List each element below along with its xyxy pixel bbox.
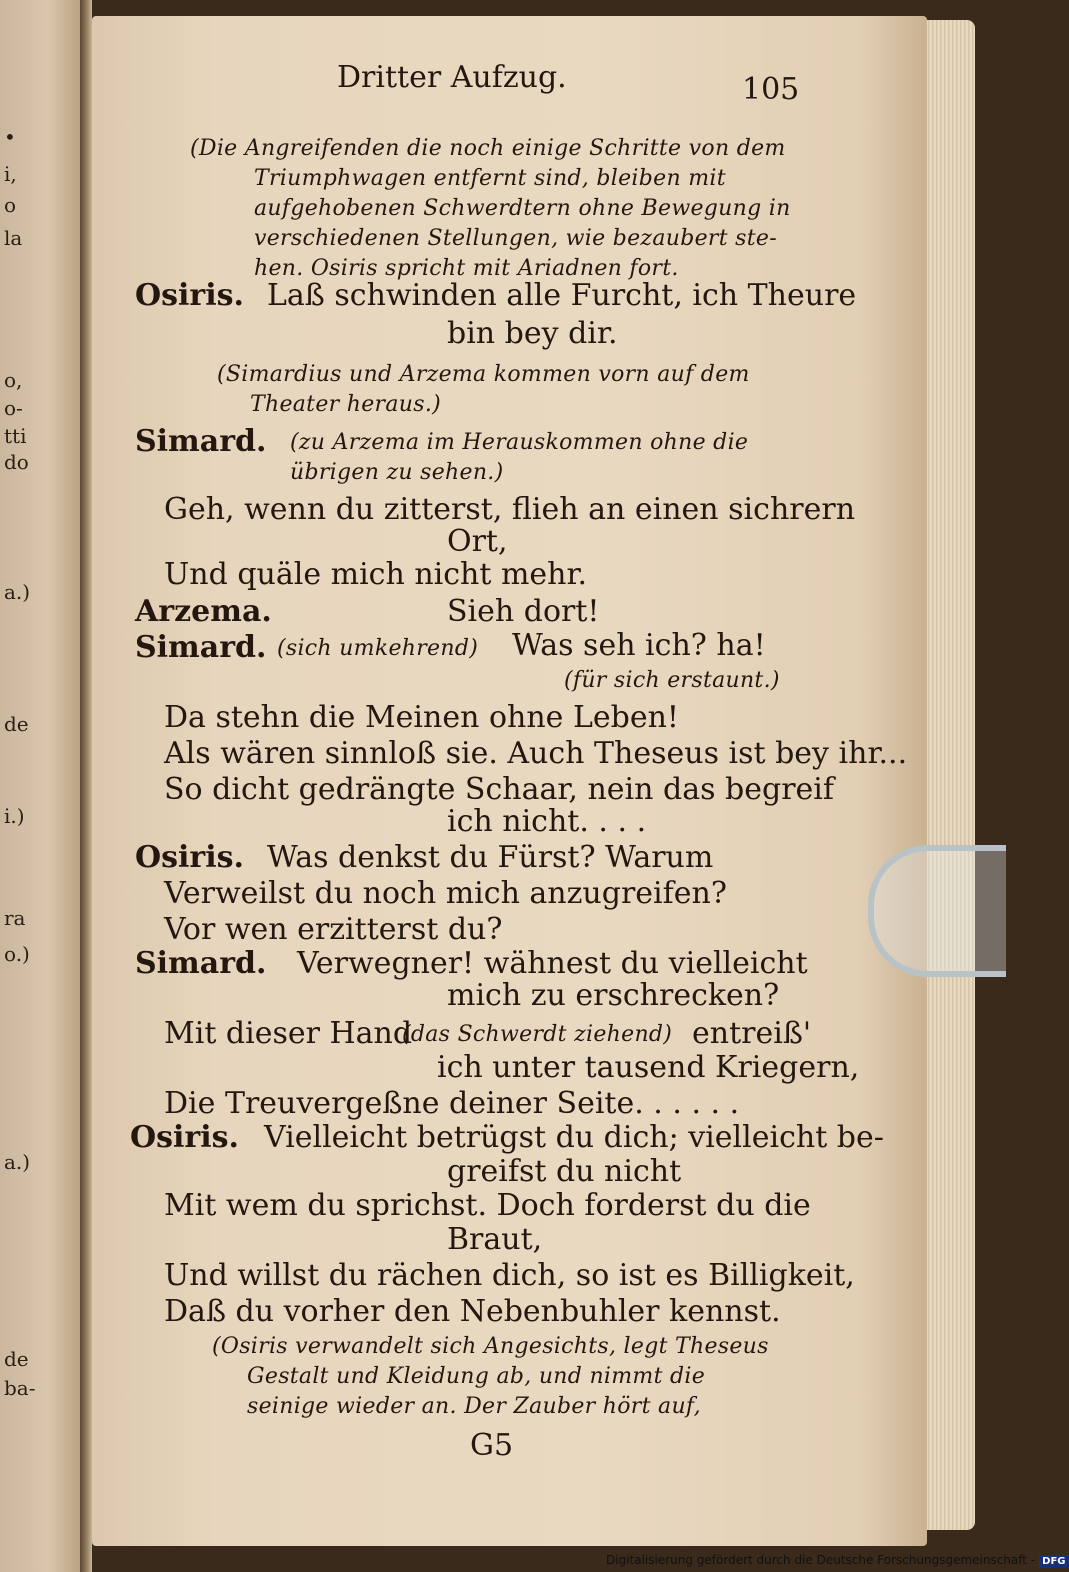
- left-page-text: do: [4, 450, 29, 474]
- left-page-text: de: [4, 712, 29, 736]
- speaker-name: Simard.: [135, 424, 267, 459]
- verse-line: Als wären sinnloß sie. Auch Theseus ist bey ihr...: [164, 736, 908, 771]
- left-page-text: o: [4, 193, 17, 217]
- page-edges: [925, 20, 975, 1530]
- left-page-text: o-: [4, 396, 23, 420]
- dfg-logo: DFG: [1039, 1555, 1068, 1568]
- stage-direction: (Die Angreifenden die noch einige Schritte von dem: [190, 136, 786, 161]
- stage-direction: Gestalt und Kleidung ab, und nimmt die: [247, 1364, 706, 1389]
- stage-direction: (sich umkehrend): [277, 636, 479, 661]
- left-page-text: a.): [4, 580, 31, 604]
- verse-line: Vielleicht betrügst du dich; vielleicht be-: [264, 1120, 884, 1155]
- verse-line: ich unter tausend Kriegern,: [437, 1050, 860, 1085]
- book-gutter: [80, 0, 92, 1572]
- speaker-name: Osiris.: [135, 278, 244, 313]
- verse-line: Und quäle mich nicht mehr.: [164, 557, 588, 592]
- left-page-text: o,: [4, 368, 23, 392]
- verse-line: ich nicht. . . .: [447, 804, 647, 839]
- left-page-text: la: [4, 226, 23, 250]
- left-page-text: ba-: [4, 1376, 36, 1400]
- verse-line: Verwegner! wähnest du vielleicht: [297, 946, 808, 981]
- speaker-name: Arzema.: [135, 594, 272, 629]
- verse-line: Daß du vorher den Nebenbuhler kennst.: [164, 1294, 781, 1329]
- verse-line: mich zu erschrecken?: [447, 978, 780, 1013]
- stage-direction: (zu Arzema im Herauskommen ohne die: [290, 430, 749, 455]
- stage-direction: seinige wieder an. Der Zauber hört auf,: [247, 1394, 701, 1419]
- left-page-fragment: [0, 0, 80, 1572]
- speaker-name: Osiris.: [135, 840, 244, 875]
- page-clip: [868, 845, 1006, 977]
- running-header: Dritter Aufzug.: [337, 60, 567, 95]
- left-page-text: o.): [4, 942, 30, 966]
- stage-direction: aufgehobenen Schwerdtern ohne Bewegung in: [254, 196, 791, 221]
- verse-line: Und willst du rächen dich, so ist es Billigkeit,: [164, 1258, 855, 1293]
- speaker-name: Simard.: [135, 946, 267, 981]
- verse-line: Braut,: [447, 1222, 543, 1257]
- verse-line: Da stehn die Meinen ohne Leben!: [164, 700, 679, 735]
- stage-direction: (das Schwerdt ziehend): [402, 1022, 673, 1047]
- left-page-text: i,: [4, 162, 17, 186]
- verse-line: Die Treuvergeßne deiner Seite. . . . . .: [164, 1086, 740, 1121]
- left-page-text: de: [4, 1347, 29, 1371]
- page-number: 105: [742, 72, 800, 107]
- verse-line: bin bey dir.: [447, 316, 618, 351]
- stage-direction: hen. Osiris spricht mit Ariadnen fort.: [254, 256, 679, 281]
- stage-direction: Theater heraus.): [250, 392, 442, 417]
- stage-direction: verschiedenen Stellungen, wie bezaubert ste-: [254, 226, 777, 251]
- speaker-name: Simard.: [135, 630, 267, 665]
- verse-line: Laß schwinden alle Furcht, ich Theure: [267, 278, 857, 313]
- verse-line: greifst du nicht: [447, 1154, 682, 1189]
- left-page-text: tti: [4, 424, 27, 448]
- verse-line: Ort,: [447, 524, 508, 559]
- verse-line: So dicht gedrängte Schaar, nein das begreif: [164, 772, 834, 807]
- left-page-text: i.): [4, 804, 25, 828]
- verse-line: entreiß': [692, 1016, 812, 1051]
- stage-direction: (für sich erstaunt.): [564, 668, 780, 693]
- left-page-text: a.): [4, 1150, 31, 1174]
- stage-direction: (Osiris verwandelt sich Angesichts, legt Theseus: [212, 1334, 769, 1359]
- stage-direction: Triumphwagen entfernt sind, bleiben mit: [254, 166, 726, 191]
- stage-direction: übrigen zu sehen.): [290, 460, 504, 485]
- verse-line: Vor wen erzitterst du?: [164, 912, 503, 947]
- verse-line: Was denkst du Fürst? Warum: [267, 840, 714, 875]
- left-page-text: •: [4, 125, 16, 149]
- stage-direction: (Simardius und Arzema kommen vorn auf dem: [217, 362, 750, 387]
- verse-line: Sieh dort!: [447, 594, 600, 629]
- funding-text: Digitalisierung gefördert durch die Deutsche Forschungsgemeinschaft -: [606, 1553, 1036, 1567]
- left-page-text: ra: [4, 906, 26, 930]
- funding-footer: [606, 1553, 1069, 1568]
- verse-line: Geh, wenn du zitterst, flieh an einen sichrern: [164, 492, 856, 527]
- signature-mark: G5: [470, 1428, 514, 1463]
- verse-line: Mit wem du sprichst. Doch forderst du die: [164, 1188, 811, 1223]
- verse-line: Verweilst du noch mich anzugreifen?: [164, 876, 727, 911]
- speaker-name: Osiris.: [130, 1120, 239, 1155]
- verse-line: Mit dieser Hand: [164, 1016, 413, 1051]
- page: [92, 16, 927, 1546]
- verse-line: Was seh ich? ha!: [512, 628, 766, 663]
